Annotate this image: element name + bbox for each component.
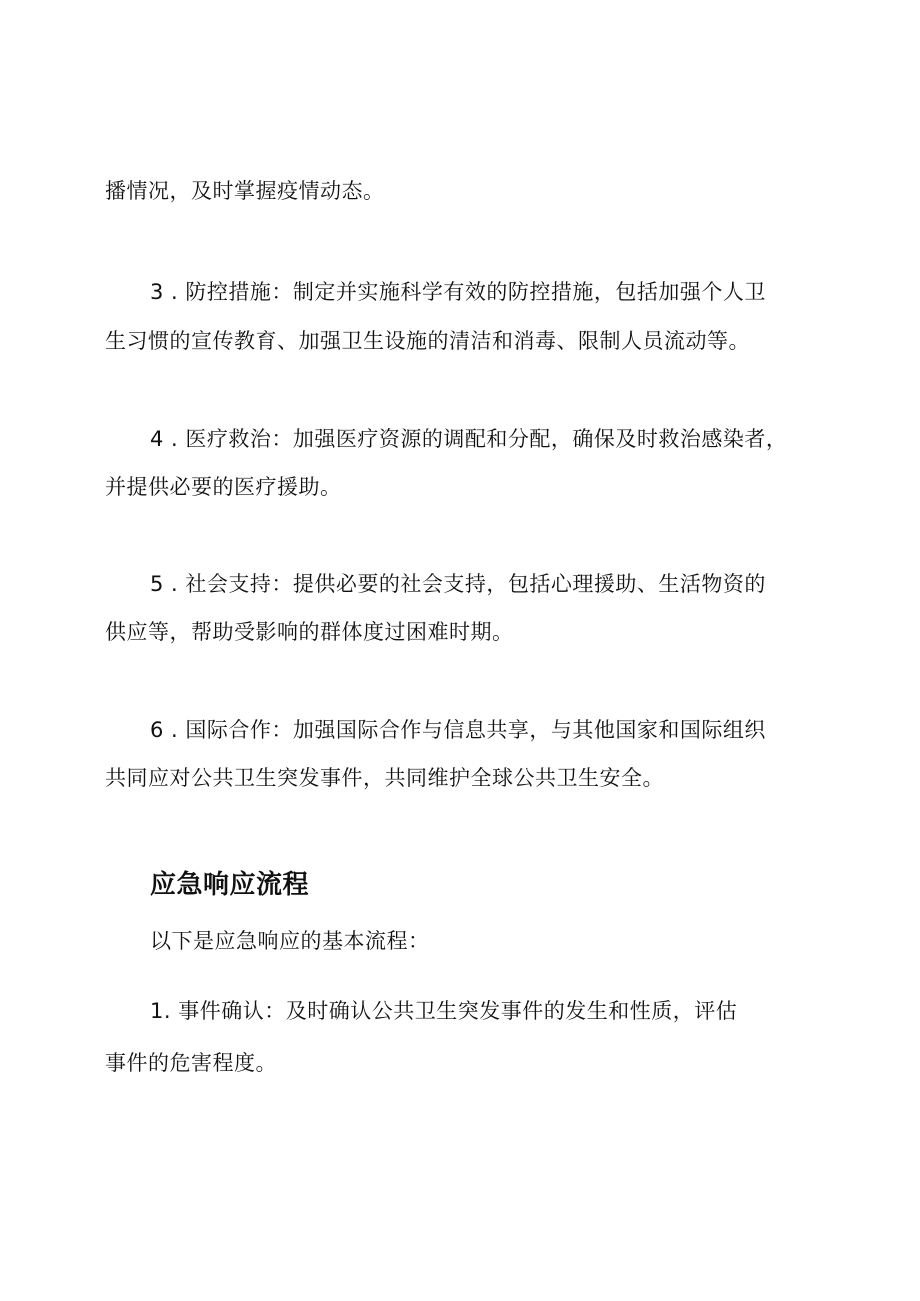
paragraph-3-line-1: 3 . 防控措施：制定并实施科学有效的防控措施，包括加强个人卫 xyxy=(150,280,766,304)
section-intro: 以下是应急响应的基本流程： xyxy=(150,929,430,953)
paragraph-3-line-2: 生习惯的宣传教育、加强卫生设施的清洁和消毒、限制人员流动等。 xyxy=(105,329,750,353)
paragraph-5-line-1: 5 . 社会支持：提供必要的社会支持，包括心理援助、生活物资的 xyxy=(150,572,766,596)
paragraph-6-line-2: 共同应对公共卫生突发事件，共同维护全球公共卫生安全。 xyxy=(105,766,664,790)
step-1-line-1: 1. 事件确认：及时确认公共卫生突发事件的发生和性质，评估 xyxy=(150,999,738,1023)
step-1-line-2: 事件的危害程度。 xyxy=(105,1051,277,1075)
paragraph-4-line-2: 并提供必要的医疗援助。 xyxy=(105,475,342,499)
section-heading: 应急响应流程 xyxy=(150,870,310,900)
paragraph-4-line-1: 4 . 医疗救治：加强医疗资源的调配和分配，确保及时救治感染者， xyxy=(150,427,788,451)
paragraph-5-line-2: 供应等，帮助受影响的群体度过困难时期。 xyxy=(105,620,514,644)
paragraph-6-line-1: 6 . 国际合作：加强国际合作与信息共享，与其他国家和国际组织 xyxy=(150,718,766,742)
paragraph-line: 播情况，及时掌握疫情动态。 xyxy=(105,179,385,203)
